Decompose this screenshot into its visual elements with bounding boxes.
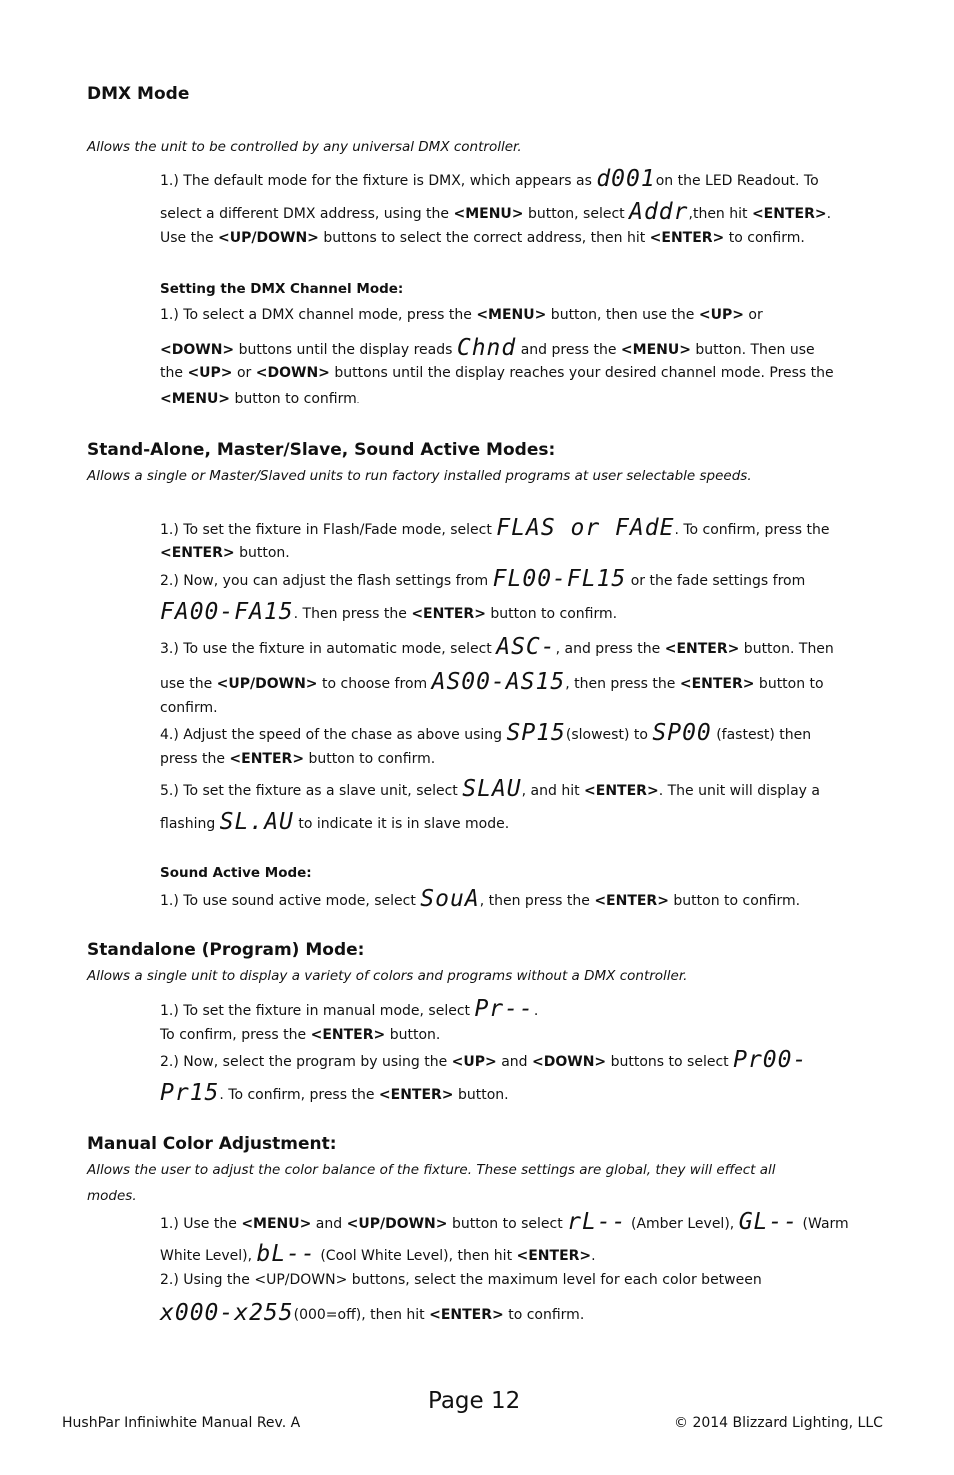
led-readout: GL--: [738, 1209, 799, 1235]
section-description-stand-alone: Allows a single or Master/Slaved units to run factory installed programs at user selectable speeds.: [87, 468, 752, 484]
section-description-color: Allows the user to adjust the color balance of the fixture. These settings are global, they will effect all: [87, 1162, 776, 1178]
led-readout: Pr--: [474, 996, 534, 1022]
led-readout: FL00-FL15: [492, 566, 627, 592]
paragraph-line: flashing SL.AU to indicate it is in slave mode.: [160, 809, 510, 835]
paragraph-line: x000-x255(000=off), then hit <ENTER> to confirm.: [160, 1300, 585, 1326]
paragraph-line: FA00-FA15. Then press the <ENTER> button to confirm.: [160, 599, 618, 625]
paragraph-line: 3.) To use the fixture in automatic mode, select ASC-, and press the <ENTER> button. Then: [160, 634, 834, 660]
paragraph-line: 1.) To set the fixture in Flash/Fade mode, select FLAS or FAdE. To confirm, press the: [160, 515, 830, 541]
paragraph-line: 2.) Now, you can adjust the flash settings from FL00-FL15 or the fade settings from: [160, 566, 806, 592]
section-heading-program-mode: Standalone (Program) Mode:: [87, 940, 365, 960]
paragraph-line: 4.) Adjust the speed of the chase as above using SP15(slowest) to SP00 (fastest) then: [160, 720, 812, 746]
key-label: <UP>: [698, 307, 744, 323]
section-description-dmx: Allows the unit to be controlled by any universal DMX controller.: [87, 139, 522, 155]
paragraph-line: 1.) To use sound active mode, select SouA, then press the <ENTER> button to confirm.: [160, 886, 801, 912]
paragraph-line: White Level), bL-- (Cool White Level), then hit <ENTER>.: [160, 1241, 596, 1267]
led-readout: ASC-: [496, 634, 556, 660]
paragraph-line: select a different DMX address, using the <MENU> button, select Addr,then hit <ENTER>.: [160, 199, 832, 225]
paragraph-line: 1.) The default mode for the fixture is DMX, which appears as d001on the LED Readout. To: [160, 166, 819, 192]
paragraph-line: 1.) To select a DMX channel mode, press the <MENU> button, then use the <UP> or: [160, 307, 763, 323]
key-label: <ENTER>: [751, 206, 827, 222]
paragraph-line: <MENU> button to confirm.: [160, 391, 360, 407]
led-readout: Chnd: [456, 335, 517, 361]
key-label: <MENU>: [620, 342, 691, 358]
led-readout: SouA: [420, 886, 480, 912]
key-label: <ENTER>: [679, 676, 755, 692]
led-readout: Pr15: [160, 1080, 220, 1106]
key-label: <ENTER>: [649, 230, 725, 246]
paragraph-line: confirm.: [160, 700, 218, 716]
section-description-color-cont: modes.: [87, 1188, 137, 1204]
led-readout: bL--: [256, 1241, 316, 1267]
paragraph-line: Use the <UP/DOWN> buttons to select the correct address, then hit <ENTER> to confirm.: [160, 230, 805, 246]
key-label: <UP/DOWN>: [216, 676, 318, 692]
led-readout: SP00: [652, 720, 712, 746]
key-label: <DOWN>: [532, 1054, 607, 1070]
led-readout: AS00-AS15: [431, 669, 566, 695]
led-readout: rL--: [567, 1209, 627, 1235]
led-readout: SLAU: [462, 776, 522, 802]
led-readout: Pr00-: [733, 1047, 808, 1073]
subsection-heading-sound-active: Sound Active Mode:: [160, 865, 312, 881]
section-description-program: Allows a single unit to display a variety of colors and programs without a DMX controller.: [87, 968, 688, 984]
key-label: <DOWN>: [255, 365, 330, 381]
key-label: <ENTER>: [594, 893, 669, 909]
key-label: <ENTER>: [516, 1248, 592, 1264]
key-label: <ENTER>: [229, 751, 305, 767]
section-heading-manual-color: Manual Color Adjustment:: [87, 1134, 337, 1154]
paragraph-line: use the <UP/DOWN> to choose from AS00-AS15, then press the <ENTER> button to: [160, 669, 824, 695]
paragraph-line: the <UP> or <DOWN> buttons until the display reaches your desired channel mode. Press the: [160, 365, 834, 381]
page-number: Page 12: [428, 1388, 521, 1414]
key-label: <MENU>: [476, 307, 547, 323]
key-label: <ENTER>: [429, 1307, 504, 1323]
paragraph-line: To confirm, press the <ENTER> button.: [160, 1027, 441, 1043]
paragraph-line: Pr15. To confirm, press the <ENTER> button.: [160, 1080, 509, 1106]
key-label: <ENTER>: [584, 783, 659, 799]
key-label: <MENU>: [241, 1216, 312, 1232]
subsection-heading-channel-mode: Setting the DMX Channel Mode:: [160, 281, 404, 297]
paragraph-line: <ENTER> button.: [160, 545, 290, 561]
paragraph-line: 1.) Use the <MENU> and <UP/DOWN> button to select rL-- (Amber Level), GL-- (Warm: [160, 1209, 849, 1235]
key-label: <UP>: [187, 365, 233, 381]
paragraph-line: 2.) Using the <UP/DOWN> buttons, select the maximum level for each color between: [160, 1272, 762, 1288]
paragraph-line: <DOWN> buttons until the display reads Chnd and press the <MENU> button. Then use: [160, 335, 815, 361]
paragraph-line: 2.) Now, select the program by using the <UP> and <DOWN> buttons to select Pr00-: [160, 1047, 808, 1073]
led-readout: FA00-FA15: [160, 599, 294, 625]
key-label: <UP/DOWN>: [218, 230, 319, 246]
key-label: <UP/DOWN>: [346, 1216, 448, 1232]
led-readout: x000-x255: [160, 1300, 294, 1326]
key-label: <ENTER>: [411, 606, 486, 622]
led-readout: SL.AU: [219, 809, 294, 835]
paragraph-line: press the <ENTER> button to confirm.: [160, 751, 436, 767]
key-label: <MENU>: [160, 391, 231, 407]
footer-copyright: © 2014 Blizzard Lighting, LLC: [674, 1415, 883, 1431]
key-label: <DOWN>: [160, 342, 235, 358]
section-heading-dmx-mode: DMX Mode: [87, 84, 190, 104]
key-label: <ENTER>: [378, 1087, 454, 1103]
led-readout: d001: [596, 166, 656, 192]
key-label: <ENTER>: [160, 545, 235, 561]
paragraph-line: 5.) To set the fixture as a slave unit, select SLAU, and hit <ENTER>. The unit will display a: [160, 776, 820, 802]
led-readout: SP15: [506, 720, 566, 746]
led-readout: FLAS or FAdE: [496, 515, 675, 541]
section-heading-stand-alone: Stand-Alone, Master/Slave, Sound Active Modes:: [87, 440, 556, 460]
footer-manual-title: HushPar Infiniwhite Manual Rev. A: [62, 1415, 301, 1431]
paragraph-line: 1.) To set the fixture in manual mode, select Pr--.: [160, 996, 539, 1022]
key-label: <MENU>: [453, 206, 524, 222]
key-label: <ENTER>: [664, 641, 740, 657]
key-label: <ENTER>: [310, 1027, 386, 1043]
key-label: <UP>: [451, 1054, 497, 1070]
led-readout: Addr: [629, 199, 689, 225]
